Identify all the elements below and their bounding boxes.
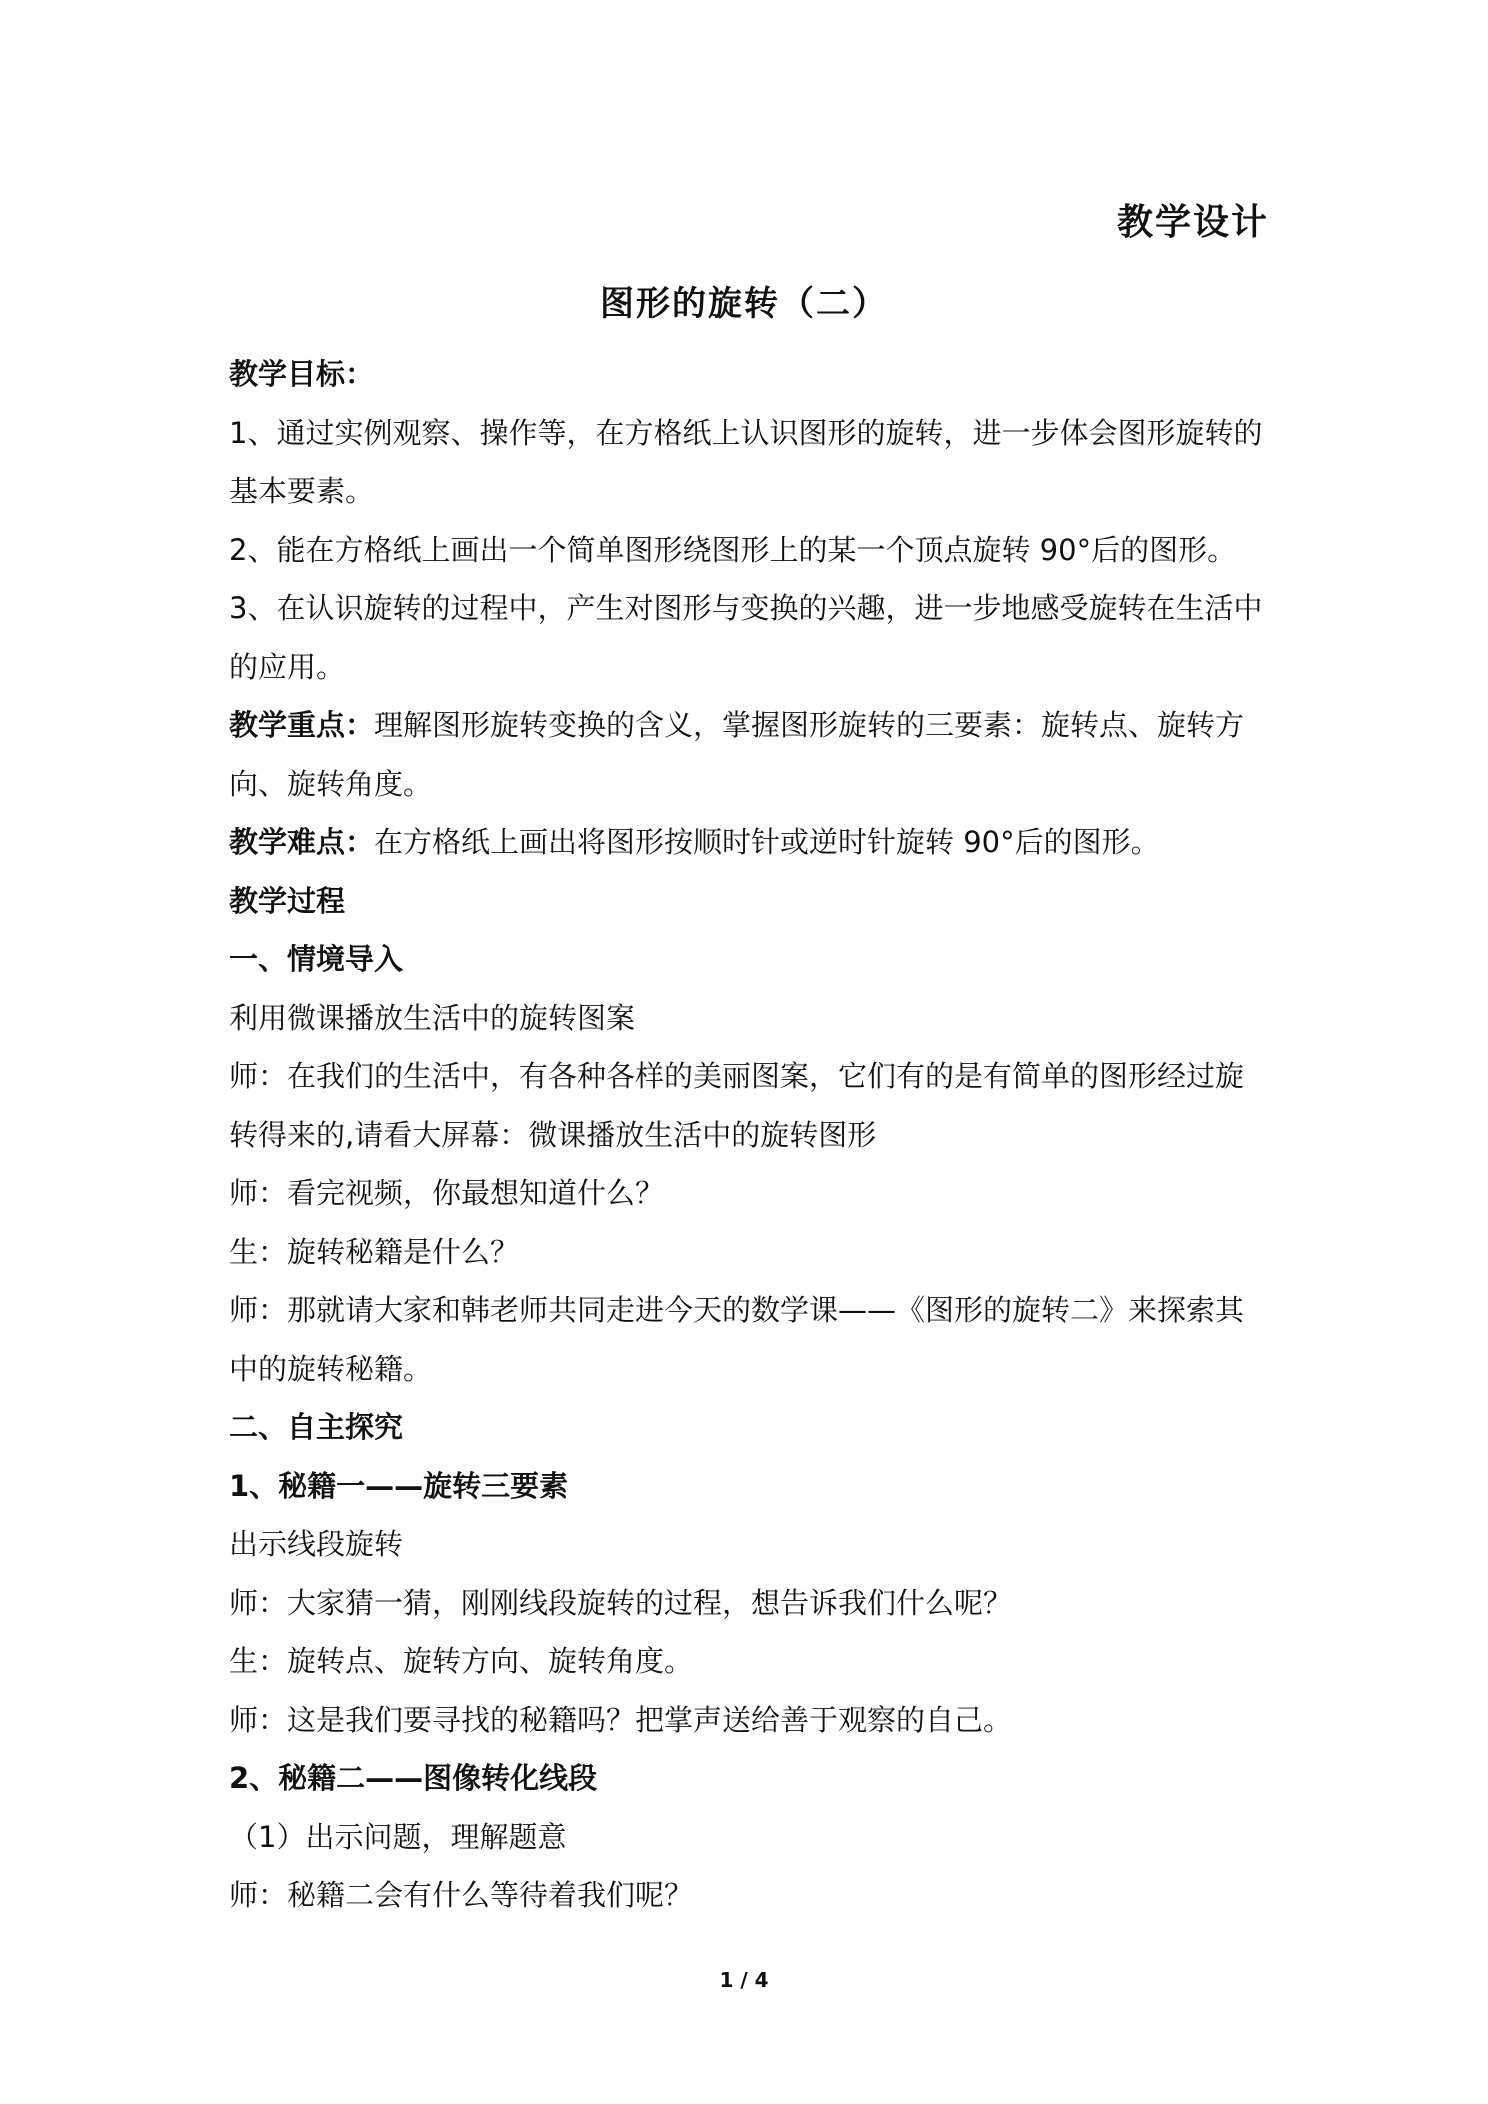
key-point-paragraph [229,696,1269,813]
body-paragraph: 出示线段旋转 [229,1527,404,1561]
process-heading: 教学过程 [229,883,346,918]
body-paragraph: （1）出示问题，理解题意 [229,1819,567,1854]
subsection-heading: 1、秘籍一——旋转三要素 [229,1468,569,1503]
body-paragraph: 师：那就请大家和韩老师共同走进今天的数学课——《图形的旋转二》来探索其中的旋转秘籍。 [229,1293,1245,1386]
difficult-point-label: 教学难点： [229,825,375,859]
key-point-text: 理解图形旋转变换的含义，掌握图形旋转的三要素：旋转点、旋转方向、旋转角度。 [229,708,1245,801]
body-paragraph: 生：旋转点、旋转方向、旋转角度。 [229,1644,694,1678]
document-title: 图形的旋转（二） [600,284,888,324]
section-heading: 二、自主探究 [229,1410,404,1444]
body-paragraph: 师：看完视频，你最想知道什么？ [229,1176,665,1210]
body-paragraph: 利用微课播放生活中的旋转图案 [229,1000,636,1035]
objective-item: 1、通过实例观察、操作等，在方格纸上认识图形的旋转，进一步体会图形旋转的基本要素。 [229,415,1263,508]
objective-item: 3、在认识旋转的过程中，产生对图形与变换的兴趣，进一步地感受旋转在生活中的应用。 [229,591,1263,684]
body-paragraph: 师：大家猜一猜，刚刚线段旋转的过程，想告诉我们什么呢？ [229,1585,1013,1620]
page-number: 1 / 4 [719,1968,769,1992]
body-paragraph: 师：在我们的生活中，有各种各样的美丽图案，它们有的是有简单的图形经过旋转得来的,请看大屏幕：微课播放生活中的旋转图形 [229,1059,1245,1152]
section-heading: 一、情境导入 [229,942,404,976]
body-paragraph: 师：这是我们要寻找的秘籍吗？把掌声送给善于观察的自己。 [229,1702,1013,1737]
body-paragraph: 师：秘籍二会有什么等待着我们呢？ [229,1878,694,1912]
document-body [229,345,1269,1925]
difficult-point-paragraph [229,813,1269,872]
objective-item: 2、能在方格纸上画出一个简单图形绕图形上的某一个顶点旋转 90°后的图形。 [229,532,1237,567]
body-paragraph: 生：旋转秘籍是什么？ [229,1234,520,1269]
subsection-heading: 2、秘籍二——图像转化线段 [229,1761,598,1795]
key-point-label: 教学重点： [229,708,375,742]
objectives-heading: 教学目标： [229,357,375,391]
document-header: 教学设计 [1116,202,1269,243]
difficult-point-text: 在方格纸上画出将图形按顺时针或逆时针旋转 90°后的图形。 [374,825,1160,859]
